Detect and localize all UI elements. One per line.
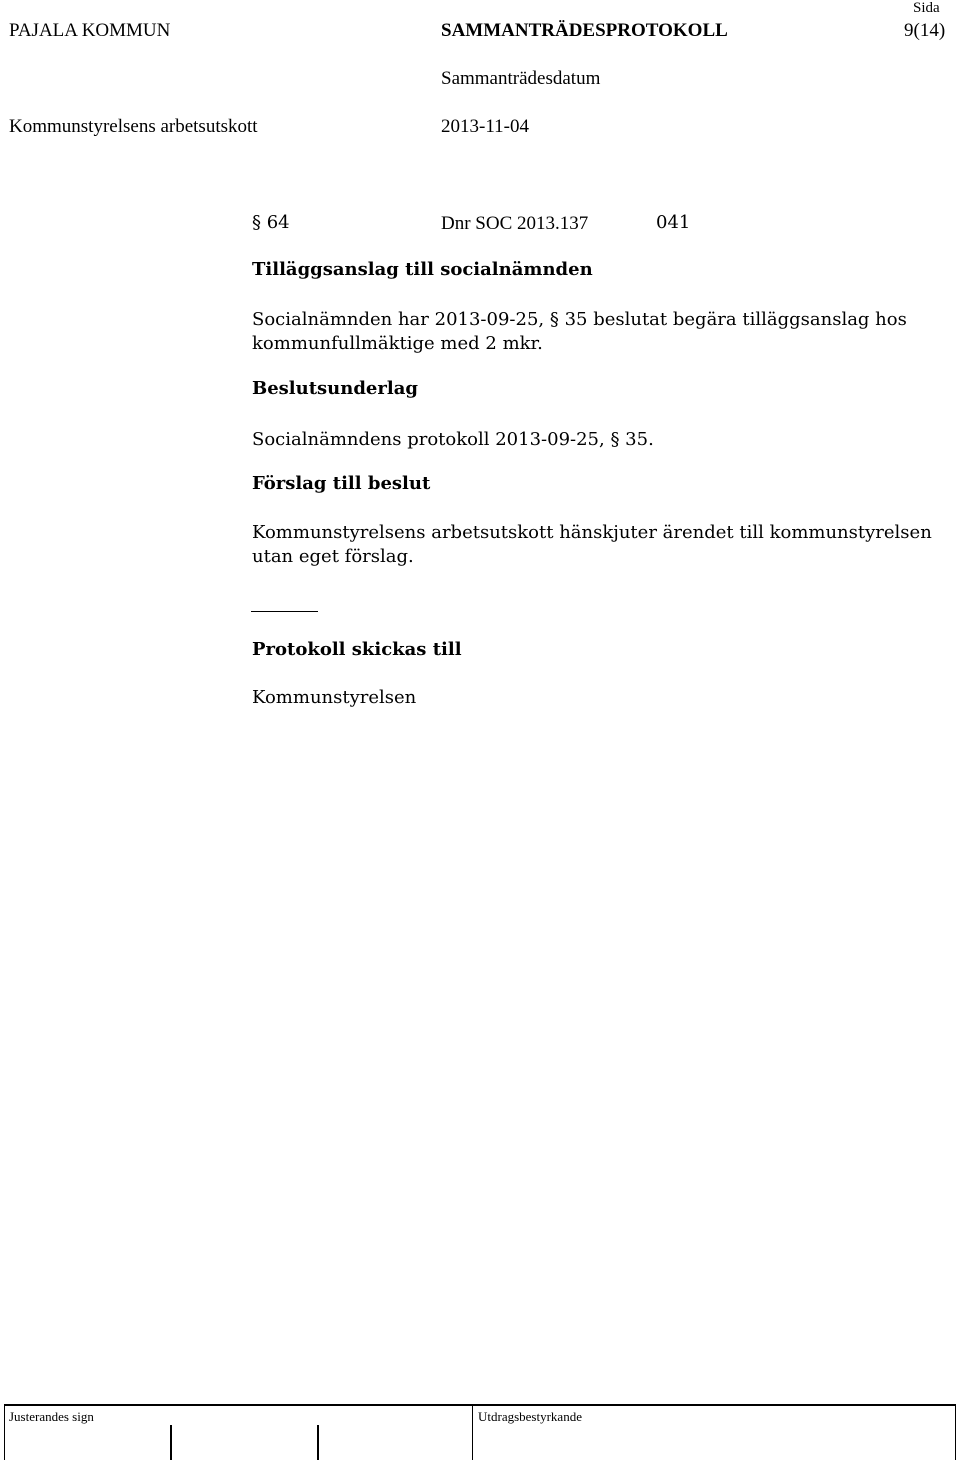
meeting-date-label: Sammanträdesdatum [441,68,601,89]
document-type: SAMMANTRÄDESPROTOKOLL [441,20,728,41]
page-number: 9(14) [904,20,946,41]
archive-code: 041 [656,212,691,233]
paragraph-intro: Socialnämnden har 2013-09-25, § 35 beslutat begära tilläggsanslag hos kommunfullmäktige med 2 mkr. [252,309,907,354]
footer-rule [4,1404,956,1406]
committee-name: Kommunstyrelsens arbetsutskott [9,116,258,137]
footer-divider [4,1404,5,1460]
footer-divider [472,1404,473,1460]
paragraph-title: Tilläggsanslag till socialnämnden [252,259,593,280]
meeting-date: 2013-11-04 [441,116,529,137]
basis-text: Socialnämndens protokoll 2013-09-25, § 35. [252,429,654,450]
case-number: Dnr SOC 2013.137 [441,213,589,234]
adjusters-sign-label: Justerandes sign [9,1409,94,1424]
paragraph-number: § 64 [252,212,290,233]
signature-box-divider [170,1425,172,1460]
signature-box-divider [317,1425,319,1460]
distribution-heading: Protokoll skickas till [252,639,462,660]
distribution-recipient: Kommunstyrelsen [252,687,417,708]
proposal-text: Kommunstyrelsens arbetsutskott hänskjuter ärendet till kommunstyrelsen utan eget förslag. [252,522,932,567]
extract-certifying-label: Utdragsbestyrkande [478,1409,582,1424]
proposal-heading: Förslag till beslut [252,473,431,494]
separator-rule [251,611,318,612]
basis-heading: Beslutsunderlag [252,378,418,399]
organization-name: PAJALA KOMMUN [9,20,171,41]
footer-divider [955,1404,956,1460]
page-label: Sida [913,0,940,16]
